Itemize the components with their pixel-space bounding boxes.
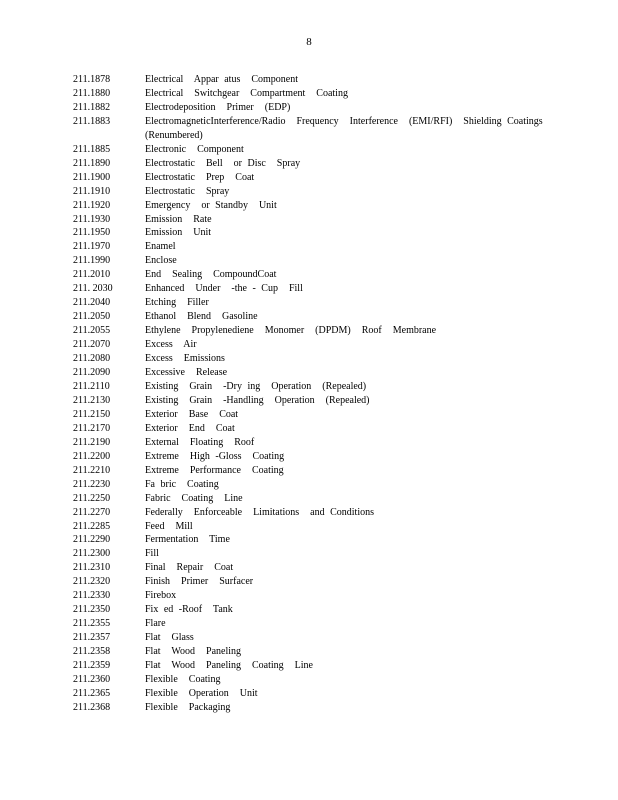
section-term: Fill: [145, 548, 159, 560]
section-code: 211.1890: [73, 157, 111, 169]
section-term: Etching Filler: [145, 297, 209, 309]
section-code: 211.2010: [73, 269, 111, 281]
section-entry: [73, 254, 543, 268]
section-term: Fix ed -Roof Tank: [145, 604, 233, 616]
section-entry: [73, 380, 543, 394]
section-term: Enamel: [145, 241, 176, 253]
section-code: 211.1878: [73, 74, 111, 85]
section-term: Emission Unit: [145, 227, 212, 239]
section-entry: [73, 575, 543, 589]
section-entry: [73, 226, 543, 240]
section-term: Electronic Component: [145, 143, 244, 155]
section-entry: [73, 631, 543, 645]
section-entry: [73, 589, 543, 603]
section-code: 211.2365: [73, 687, 111, 699]
section-code: 211.1880: [73, 87, 111, 99]
section-code: 211.2355: [73, 618, 111, 630]
section-entry: [73, 171, 543, 185]
section-term: Existing Grain -Dry ing Operation (Repealed): [145, 380, 367, 392]
section-term: Ethylene Propylenediene Monomer (DPDM) Roof Membrane: [145, 325, 437, 337]
section-term: Final Repair Coat: [145, 562, 234, 574]
section-entry: [73, 143, 543, 157]
section-entry: [73, 185, 543, 199]
section-term: Flexible Packaging: [145, 701, 231, 713]
section-entry: [73, 450, 543, 464]
section-code: 211.1885: [73, 143, 111, 155]
section-entry: [73, 506, 543, 520]
section-code: 211.2110: [73, 380, 110, 392]
section-code: 211.2310: [73, 562, 111, 574]
section-entry: [73, 547, 543, 561]
section-code: 211.1882: [73, 101, 111, 113]
section-term: Emission Rate: [145, 213, 212, 225]
section-code: 211.2070: [73, 339, 111, 351]
section-term: Finish Primer Surfacer: [145, 576, 254, 588]
section-entry: [73, 352, 543, 366]
section-code: 211.2360: [73, 673, 111, 685]
section-term: Excess Air: [145, 339, 197, 351]
section-term: Fabric Coating Line: [145, 492, 243, 504]
section-term: Flexible Operation Unit: [145, 687, 258, 699]
section-entry: [73, 282, 543, 296]
section-code: 211.1900: [73, 171, 111, 183]
section-code: 211.1990: [73, 255, 111, 267]
section-code: 211.2300: [73, 548, 111, 560]
section-entry: [73, 157, 543, 171]
section-code: 211.2350: [73, 604, 111, 616]
section-entry: [73, 240, 543, 254]
section-entry: [73, 408, 543, 422]
section-code: 211.2358: [73, 646, 111, 658]
section-code: 211.2270: [73, 506, 111, 518]
section-term: Federally Enforceable Limitations and Conditions: [145, 506, 375, 518]
section-code: 211.2290: [73, 534, 111, 546]
section-code: 211.2357: [73, 632, 111, 644]
section-term: Flare: [145, 618, 166, 630]
section-term: Flat Glass: [145, 632, 194, 644]
section-entry: [73, 533, 543, 547]
section-entry: [73, 464, 543, 478]
section-code: 211.2200: [73, 450, 111, 462]
section-entry: [73, 673, 543, 687]
section-code: 211.2130: [73, 394, 111, 406]
section-entry: [73, 687, 543, 701]
section-code: 211.2359: [73, 660, 111, 672]
section-code: 211.2090: [73, 367, 111, 379]
section-term: Ethanol Blend Gasoline: [145, 311, 258, 323]
section-term: Electrical Switchgear Compartment Coating: [145, 87, 348, 99]
section-entry: [73, 701, 543, 715]
section-term: Electrostatic Prep Coat: [145, 171, 255, 183]
section-code: 211.2368: [73, 701, 111, 713]
section-term: Exterior Base Coat: [145, 408, 239, 420]
section-term: Electrostatic Spray: [145, 185, 230, 197]
section-term: Flat Wood Paneling Coating Line: [145, 660, 313, 672]
section-entry: [73, 492, 543, 506]
section-code: 211. 2030: [73, 283, 113, 295]
section-code: 211.2250: [73, 492, 111, 504]
section-entry: [73, 87, 543, 101]
section-entry: [73, 520, 543, 534]
section-term: Firebox: [145, 590, 177, 602]
section-term: Electrostatic Bell or Disc Spray: [145, 157, 301, 169]
section-code: 211.1950: [73, 227, 111, 239]
section-term: ElectromagneticInterference/Radio Frequency Interference (EMI/RFI) Shielding Coatings (Renumbered): [145, 115, 554, 141]
section-entry: [73, 268, 543, 282]
section-term: Fa bric Coating: [145, 478, 219, 490]
page-number: 8: [306, 36, 312, 48]
section-code: 211.2285: [73, 520, 111, 532]
section-code: 211.1970: [73, 241, 111, 253]
section-entry: [73, 617, 543, 631]
section-term: Extreme Performance Coating: [145, 464, 284, 476]
section-code: 211.1930: [73, 213, 111, 225]
section-code: 211.2150: [73, 408, 111, 420]
section-entry: [73, 101, 543, 115]
section-term: Enclose: [145, 255, 177, 267]
section-entry: [73, 394, 543, 408]
section-term: Feed Mill: [145, 520, 193, 532]
section-code: 211.2055: [73, 325, 111, 337]
section-term: External Floating Roof: [145, 436, 255, 448]
section-entry: [73, 310, 543, 324]
section-list: [73, 73, 554, 715]
section-term: Fermentation Time: [145, 534, 230, 546]
section-entry: [73, 603, 543, 617]
section-term: Enhanced Under -the - Cup Fill: [145, 283, 303, 295]
section-term: Existing Grain -Handling Operation (Repealed): [145, 394, 370, 406]
section-code: 211.1883: [73, 115, 111, 127]
section-entry: [73, 296, 543, 310]
section-term: End Sealing CompoundCoat: [145, 269, 277, 281]
section-entry: [73, 115, 554, 143]
section-term: Extreme High -Gloss Coating: [145, 450, 285, 462]
section-entry: [73, 645, 543, 659]
section-entry: [73, 324, 543, 338]
section-term: Electrodeposition Primer (EDP): [145, 101, 291, 113]
section-entry: [73, 478, 543, 492]
section-code: 211.2320: [73, 576, 111, 588]
section-entry: [73, 73, 543, 87]
section-code: 211.1920: [73, 199, 111, 211]
section-entry: [73, 659, 543, 673]
section-term: Electrical Appar atus Component: [145, 74, 299, 85]
section-code: 211.2080: [73, 353, 111, 365]
section-entry: [73, 436, 543, 450]
section-term: Flat Wood Paneling: [145, 646, 242, 658]
section-code: 211.2330: [73, 590, 111, 602]
section-term: Exterior End Coat: [145, 422, 235, 434]
section-code: 211.2210: [73, 464, 111, 476]
section-entry: [73, 561, 543, 575]
section-code: 211.2190: [73, 436, 111, 448]
section-entry: [73, 199, 543, 213]
section-code: 211.2050: [73, 311, 111, 323]
section-entry: [73, 422, 543, 436]
section-code: 211.1910: [73, 185, 111, 197]
section-entry: [73, 213, 543, 227]
section-term: Flexible Coating: [145, 673, 221, 685]
section-term: Excess Emissions: [145, 353, 225, 365]
section-code: 211.2230: [73, 478, 111, 490]
section-code: 211.2040: [73, 297, 111, 309]
section-code: 211.2170: [73, 422, 111, 434]
section-term: Excessive Release: [145, 367, 228, 379]
section-entry: [73, 366, 543, 380]
section-term: Emergency or Standby Unit: [145, 199, 277, 211]
section-entry: [73, 338, 543, 352]
